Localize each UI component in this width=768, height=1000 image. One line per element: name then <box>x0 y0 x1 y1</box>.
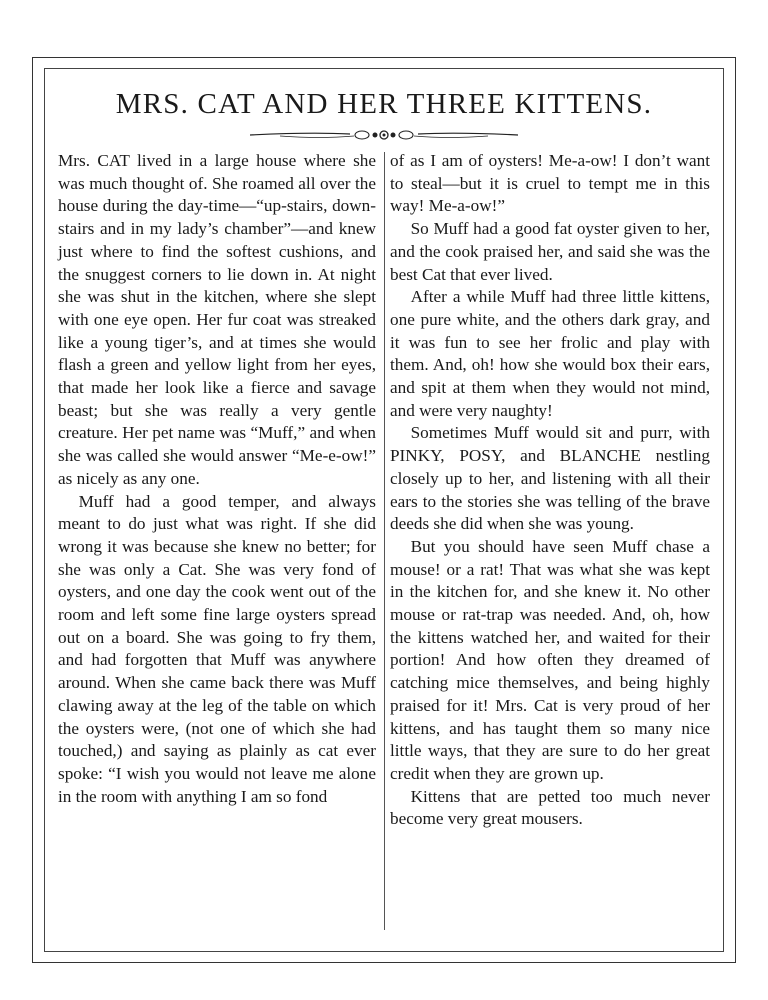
paragraph: Mrs. CAT lived in a large house where she was much thought of. She roamed all over the house during the day-time—“up-stairs, down-stairs and in my lady’s chamber”—and knew just where to find the softest cushions, and the snuggest corners to lie down in. At night she was shut in the kitchen, where she slept with one eye open. Her fur coat was streaked like a young tiger’s, and at times she would flash a green and yellow light from her eyes, that made her look like a fierce and savage beast; but she was really a very gentle creature. Her pet name was “Muff,” and when she was called she would answer “Me-e-ow!” as nicely as any one. <box>58 151 376 488</box>
paragraph: Kittens that are petted too much never become very great mousers. <box>390 786 710 829</box>
paragraph: of as I am of oysters! Me-a-ow! I don’t want to steal—but it is cruel to tempt me in this way! Me-a-ow!” <box>390 151 710 216</box>
paragraph: After a while Muff had three little kittens, one pure white, and the others dark gray, and it was fun to see her frolic and play with them. And, oh! how she would box their ears, and spit at them when they would not mind, and were very naughty! <box>390 287 710 420</box>
left-column <box>58 150 376 808</box>
paragraph: Sometimes Muff would sit and purr, with PINKY, POSY, and BLANCHE nestling closely up to her, and listening with all their ears to the stories she was telling of the brave deeds she did when she was young. <box>390 423 710 534</box>
paragraph: But you should have seen Muff chase a mouse! or a rat! That was what she was kept in the kitchen for, and she knew it. No other mouse or rat-trap was needed. And, oh, how the kittens watched her, and waited for their portion! And how often they dreamed of catching mice themselves, and being highly praised for it! Mrs. Cat is very proud of her kittens, and has taught them so many nice little ways, that they are sure to do her great credit when they are grown up. <box>390 536 710 783</box>
paragraph: Muff had a good temper, and always meant to do just what was right. If she did wrong it was because she knew no better; for she was only a Cat. She was very fond of oysters, and one day the cook went out of the room and left some fine large oysters spread out on a board. She was going to fry them, and had forgotten that Muff was anywhere around. When she came back there was Muff clawing away at the leg of the table on which the oysters were, (not one of which she had touched,) and saying as plainly as cat ever spoke: “I wish you would not leave me alone in the room with anything I am so fond <box>58 491 376 806</box>
right-column <box>390 150 710 831</box>
scroll-ornament-icon <box>250 127 518 143</box>
paragraph: So Muff had a good fat oyster given to her, and the cook praised her, and said she was the best Cat that ever lived. <box>390 219 710 284</box>
story-title: MRS. CAT AND HER THREE KITTENS. <box>115 88 653 120</box>
column-divider <box>384 152 385 930</box>
